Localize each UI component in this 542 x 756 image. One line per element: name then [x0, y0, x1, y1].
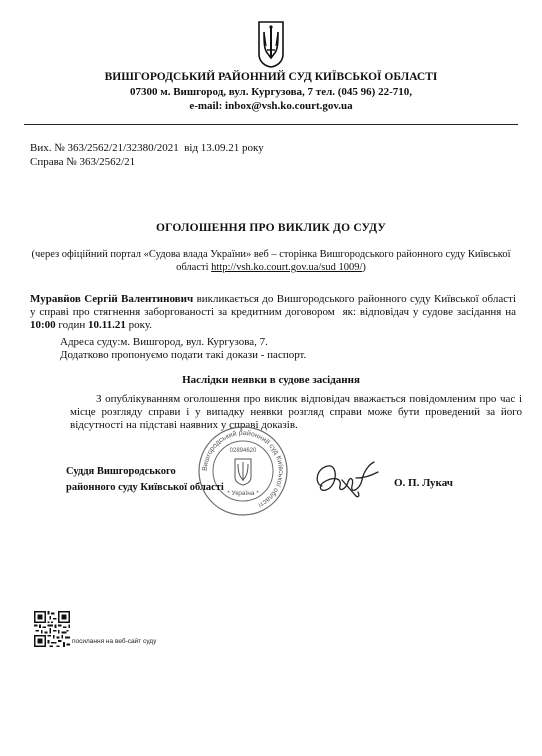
notice-title: ОГОЛОШЕННЯ ПРО ВИКЛИК ДО СУДУ [155, 222, 387, 234]
seal-bottom: * Україна * [227, 490, 259, 497]
hours-word: годин [55, 319, 88, 331]
summons-text: викликається до Вишгородського районного суду Київської області у справі про стягнення заборгованості за кредитним договором як: відповідач у судове засідання на [30, 293, 522, 318]
judge-title-line1: Суддя Вишгородського [66, 466, 176, 477]
qr-caption: посилання на веб-сайт суду [72, 638, 157, 645]
consequences-heading: Наслідки неявки в судове засідання [182, 374, 360, 386]
outgoing-number: Вих. № 363/2562/21/32380/2021 від 13.09.21 року [30, 142, 264, 154]
ukraine-trident-icon [257, 20, 285, 68]
summons-paragraph [30, 293, 522, 332]
court-name: ВИШГОРОДСЬКИЙ РАЙОННИЙ СУД КИЇВСЬКОЇ ОБЛАСТІ [104, 71, 438, 83]
judge-name: О. П. Лукач [394, 477, 453, 489]
consequences-paragraph: З опублікуванням оголошення про виклик відповідач вважається повідомленим про час і місце розгляду справи і у випадку неявки розгляд справи може бути проведений за його відсутності на підставі наявних у справі доказів. [70, 393, 522, 431]
court-email: e-mail: inbox@vsh.ko.court.gov.ua [189, 100, 353, 112]
portal-note [30, 248, 512, 274]
seal-text: Вишгородський районний суд Київської області [201, 429, 285, 509]
hearing-time: 10:00 [30, 319, 56, 331]
court-address: 07300 м. Вишгород, вул. Кургузова, 7 тел. (045 96) 22-710, [129, 86, 413, 98]
case-number: Справа № 363/2562/21 [30, 156, 136, 168]
portal-text: (через офіційний портал «Судова влада України» веб – сторінка Вишгородського районного суду Київської області [31, 249, 511, 273]
portal-end: ) [362, 262, 366, 273]
seal-code: 02894620 [229, 448, 257, 454]
summoned-person: Муравйов Сергій Валентинович [30, 293, 194, 305]
portal-link[interactable]: http://vsh.ko.court.gov.ua/sud 1009/ [211, 262, 363, 273]
judge-title-line2: районного суду Київської області [66, 482, 224, 493]
handwritten-signature-icon [312, 456, 384, 502]
seal-trident-icon [235, 459, 251, 485]
header-divider [24, 124, 518, 125]
extra-evidence-line: Додатково пропонуємо подати такі докази - паспорт. [60, 349, 307, 361]
qr-code-icon[interactable] [34, 611, 70, 647]
year-word: року. [125, 319, 152, 331]
judge-title [66, 464, 224, 496]
hearing-date: 10.11.21 [87, 319, 126, 331]
court-address-line: Адреса суду:м. Вишгород, вул. Кургузова, 7. [60, 336, 268, 348]
